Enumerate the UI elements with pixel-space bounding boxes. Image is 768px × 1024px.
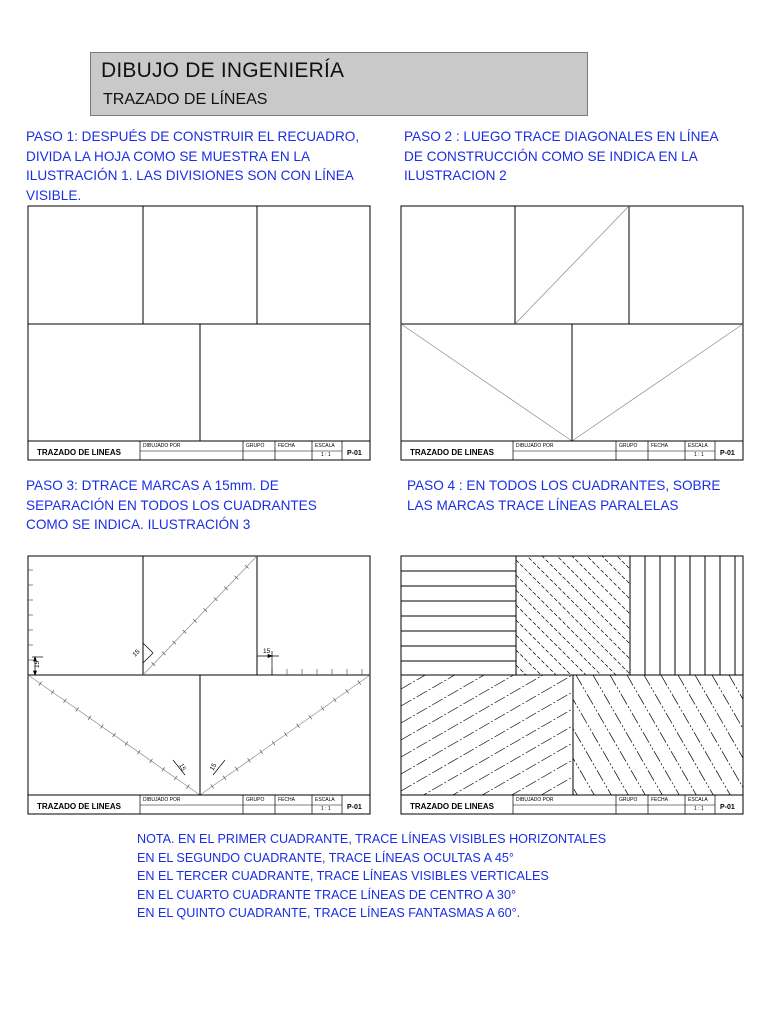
dimension-line bbox=[143, 653, 153, 663]
hatch-line bbox=[516, 485, 716, 685]
hatch-line bbox=[627, 675, 708, 815]
tick-mark bbox=[39, 682, 42, 686]
hatch-line bbox=[593, 675, 674, 815]
title-block-title: TRAZADO DE LINEAS bbox=[410, 802, 494, 811]
tick-mark bbox=[162, 767, 165, 771]
hatch-line bbox=[661, 675, 742, 815]
hatch-line bbox=[610, 675, 691, 815]
title-block-date: FECHA bbox=[278, 797, 295, 803]
title-block bbox=[28, 795, 370, 814]
quadrant-5-hatch bbox=[440, 675, 768, 815]
step-3-line: PASO 3: DTRACE MARCAS A 15mm. DE bbox=[26, 478, 279, 493]
step-2-line: DE CONSTRUCCIÓN COMO SE INDICA EN LA bbox=[404, 148, 698, 164]
dimension-label: 15 bbox=[208, 762, 219, 772]
construction-diagonal bbox=[572, 324, 743, 441]
title-block-scale-value: 1 : 1 bbox=[694, 452, 704, 458]
dimension-label: 15 bbox=[34, 660, 41, 668]
title-block-title: TRAZADO DE LINEAS bbox=[410, 448, 494, 457]
title-block-scale-value: 1 : 1 bbox=[321, 806, 331, 812]
hatch-line bbox=[516, 440, 716, 640]
tick-mark bbox=[235, 767, 238, 771]
tick-mark bbox=[211, 784, 214, 788]
step-1-line: DIVIDA LA HOJA COMO SE MUESTRA EN LA bbox=[26, 148, 311, 164]
construction-diagonal bbox=[515, 206, 629, 324]
note-text bbox=[137, 830, 606, 923]
title-block-date: FECHA bbox=[651, 797, 668, 803]
title-block-drawn-by: DIBUJADO POR bbox=[516, 443, 554, 449]
hatch-line bbox=[644, 675, 725, 815]
title-block bbox=[401, 441, 743, 460]
dimension-labels bbox=[34, 648, 271, 773]
hatch-line bbox=[516, 620, 716, 820]
title-block-date: FECHA bbox=[651, 443, 668, 449]
illustration-1 bbox=[27, 205, 372, 463]
hatch-line bbox=[457, 675, 538, 815]
hatch-line bbox=[401, 669, 701, 842]
tick-mark bbox=[309, 715, 312, 719]
sheet-border bbox=[28, 556, 370, 814]
tick-mark bbox=[346, 689, 349, 693]
tick-mark bbox=[272, 741, 275, 745]
hatch-line bbox=[695, 675, 768, 815]
step-3-text bbox=[26, 476, 317, 535]
hatch-line bbox=[712, 675, 768, 815]
step-4-text bbox=[407, 476, 721, 515]
hatch-line bbox=[508, 675, 589, 815]
quadrant-1-hatch bbox=[401, 571, 516, 661]
note-line: EN EL CUARTO CUADRANTE TRACE LÍNEAS DE CENTRO A 30° bbox=[137, 887, 516, 902]
hatch-line bbox=[576, 675, 657, 815]
note-line: EN EL SEGUNDO CUADRANTE, TRACE LÍNEAS OCULTAS A 45° bbox=[137, 850, 514, 865]
sheet-border bbox=[401, 556, 743, 814]
title-block-group: GRUPO bbox=[619, 797, 638, 803]
illustration-4 bbox=[400, 555, 745, 817]
dimension-annotations bbox=[32, 643, 279, 775]
tick-mark bbox=[125, 742, 128, 746]
hatch-line bbox=[491, 675, 572, 815]
step-1-line: PASO 1: DESPUÉS DE CONSTRUIR EL RECUADRO, bbox=[26, 129, 360, 144]
title-block-scale: ESCALA bbox=[688, 443, 708, 449]
hatch-line bbox=[516, 530, 716, 730]
step-2-line: PASO 2 : LUEGO TRACE DIAGONALES EN LÍNEA bbox=[404, 129, 719, 144]
construction-diagonal bbox=[200, 675, 370, 795]
title-block-scale-value: 1 : 1 bbox=[694, 806, 704, 812]
title-block-group: GRUPO bbox=[246, 443, 265, 449]
title-block-title: TRAZADO DE LINEAS bbox=[37, 448, 121, 457]
title-block-drawn-by: DIBUJADO POR bbox=[143, 443, 181, 449]
construction-diagonal bbox=[143, 556, 257, 675]
dimension-label: 15 bbox=[263, 648, 271, 655]
step-1-text bbox=[26, 127, 359, 205]
title-block-scale: ESCALA bbox=[688, 797, 708, 803]
title-block bbox=[28, 441, 370, 460]
title-block-scale-value: 1 : 1 bbox=[321, 452, 331, 458]
step-4-line: LAS MARCAS TRACE LÍNEAS PARALELAS bbox=[407, 497, 679, 513]
title-block-scale: ESCALA bbox=[315, 443, 335, 449]
illustration-2 bbox=[400, 205, 745, 463]
tick-mark bbox=[174, 776, 177, 780]
step-1-line: VISIBLE. bbox=[26, 187, 82, 203]
hatch-line bbox=[516, 500, 716, 700]
tick-mark bbox=[88, 716, 91, 720]
tick-mark bbox=[333, 698, 336, 702]
tick-mark bbox=[223, 776, 226, 780]
arrowhead bbox=[34, 671, 37, 675]
title-block-code: P-01 bbox=[720, 450, 735, 457]
title-block-code: P-01 bbox=[720, 804, 735, 811]
arrowhead bbox=[34, 657, 37, 661]
tick-mark bbox=[297, 724, 300, 728]
hatch-line bbox=[401, 516, 701, 689]
hatch-line bbox=[516, 650, 716, 850]
dimension-label: 15 bbox=[177, 762, 187, 773]
tick-mark bbox=[137, 750, 140, 754]
tick-mark bbox=[63, 699, 66, 703]
dimension-line bbox=[143, 643, 153, 653]
tick-mark bbox=[260, 750, 263, 754]
hatch-line bbox=[729, 675, 768, 815]
step-3-line: SEPARACIÓN EN TODOS LOS CUADRANTES bbox=[26, 497, 317, 513]
title-block-code: P-01 bbox=[347, 450, 362, 457]
hatch-line bbox=[401, 550, 701, 723]
construction-diagonal bbox=[401, 324, 572, 441]
title-block-group: GRUPO bbox=[246, 797, 265, 803]
hatch-line bbox=[401, 533, 701, 706]
hatch-line bbox=[401, 618, 701, 791]
title-block-title: TRAZADO DE LINEAS bbox=[37, 802, 121, 811]
step-3-line: COMO SE INDICA. ILUSTRACIÓN 3 bbox=[26, 517, 251, 532]
title-block-group: GRUPO bbox=[619, 443, 638, 449]
tick-mark bbox=[113, 733, 116, 737]
title-block bbox=[401, 795, 743, 814]
note-line: NOTA. EN EL PRIMER CUADRANTE, TRACE LÍNEAS VISIBLES HORIZONTALES bbox=[137, 832, 607, 846]
hatch-line bbox=[542, 675, 623, 815]
title-block-code: P-01 bbox=[347, 804, 362, 811]
tick-mark bbox=[150, 759, 153, 763]
tick-mark bbox=[186, 785, 189, 789]
title-block-date: FECHA bbox=[278, 443, 295, 449]
step-2-line: ILUSTRACION 2 bbox=[404, 168, 507, 183]
tick-marks bbox=[28, 565, 362, 789]
dimension-label: 15 bbox=[131, 648, 142, 659]
tick-mark bbox=[76, 707, 79, 711]
document-header bbox=[90, 52, 588, 116]
tick-mark bbox=[284, 732, 287, 736]
illustration-3 bbox=[27, 555, 372, 817]
hatch-line bbox=[678, 675, 759, 815]
title-block-drawn-by: DIBUJADO POR bbox=[516, 797, 554, 803]
sheet-border bbox=[28, 206, 370, 460]
step-1-line: ILUSTRACIÓN 1. LAS DIVISIONES SON CON LÍNEA bbox=[26, 168, 354, 183]
tick-mark bbox=[248, 758, 251, 762]
tick-mark bbox=[51, 690, 54, 694]
document-subtitle: TRAZADO DE LÍNEAS bbox=[103, 91, 268, 108]
quadrant-3-hatch bbox=[645, 556, 735, 675]
document-title: DIBUJO DE INGENIERÍA bbox=[101, 59, 345, 82]
hatch-line bbox=[516, 560, 716, 760]
note-line: EN EL QUINTO CUADRANTE, TRACE LÍNEAS FANTASMAS A 60°. bbox=[137, 906, 521, 921]
hatch-line bbox=[559, 675, 640, 815]
hatch-line bbox=[401, 601, 701, 774]
title-block-drawn-by: DIBUJADO POR bbox=[143, 797, 181, 803]
tick-mark bbox=[358, 681, 361, 685]
hatch-line bbox=[401, 567, 701, 740]
step-2-text bbox=[404, 127, 719, 186]
tick-mark bbox=[100, 724, 103, 728]
note-line: EN EL TERCER CUADRANTE, TRACE LÍNEAS VISIBLES VERTICALES bbox=[137, 869, 549, 884]
hatch-line bbox=[746, 675, 768, 815]
step-4-line: PASO 4 : EN TODOS LOS CUADRANTES, SOBRE bbox=[407, 478, 721, 493]
tick-mark bbox=[321, 706, 324, 710]
title-block-scale: ESCALA bbox=[315, 797, 335, 803]
